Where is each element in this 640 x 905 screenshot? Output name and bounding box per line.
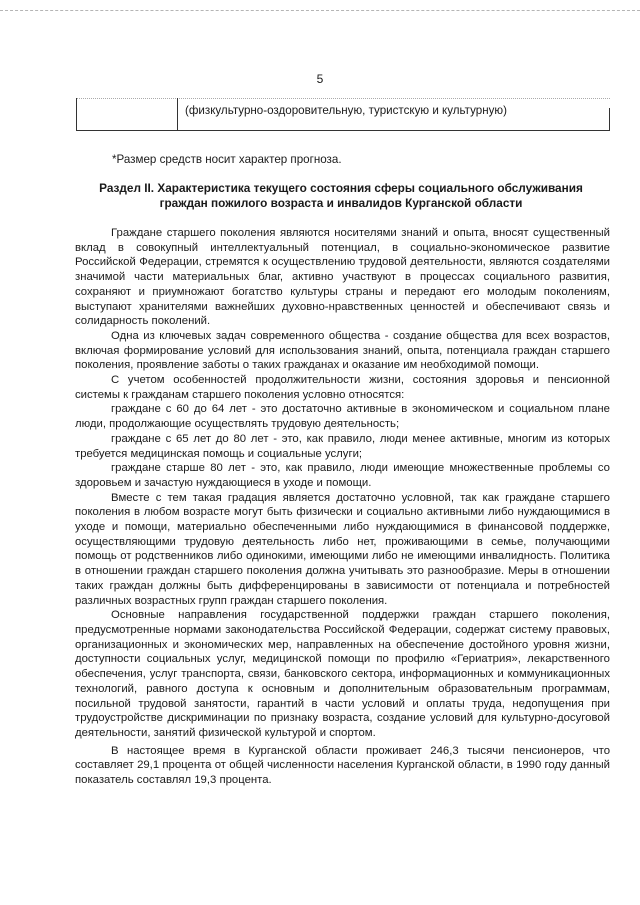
section-heading-line-2: граждан пожилого возраста и инвалидов Курганской области	[159, 196, 523, 210]
section-heading-line-1: Раздел II. Характеристика текущего состояния сферы социального обслуживания	[99, 181, 583, 195]
scan-top-edge	[0, 10, 640, 11]
paragraph-gradation: Вместе с тем такая градация является достаточно условной, так как граждане старшего поколения в любом возрасте могут быть физически и социально активными либо нуждающимися в уходе и помощи, материально обеспеченными либо нуждающимися в финансовой поддержке, осуществляющими трудовую деятельность либо нет, проживающими в семье, получающими помощь от родственников либо одинокими, имеющими либо не имеющими инвалидность. Политика в отношении граждан старшего поколения должна учитывать это разнообразие. Меры в отношении таких граждан должны быть дифференцированы в зависимости от потенциала и потребностей различных возрастных групп граждан старшего поколения.	[75, 491, 610, 607]
paragraph-age-group-60-64: граждане с 60 до 64 лет - это достаточно активные в экономическом и социальном плане люди, продолжающие осуществлять трудовую деятельность;	[75, 403, 610, 431]
paragraph-state-support: Основные направления государственной поддержки граждан старшего поколения, предусмотренные нормами законодательства Российской Федерации, содержат систему правовых, организационных и экономических мер, направленных на обеспечение достойного уровня жизни, доступности социальных услуг, медицинской помощи по профилю «Гериатрия», лекарственного обеспечения, услуг транспорта, связи, банковского сектора, информационных и коммуникационных технологий, равного доступа к основным и дополнительным образовательным программам, посильной трудовой занятости, гарантий в части условий и оплаты труда, недопущения при трудоустройстве дискриминации по признаку возраста, создание условий для культурно-досуговой деятельности, занятий физической культурой и спортом.	[75, 609, 610, 739]
paragraph-key-task: Одна из ключевых задач современного общества - создание общества для всех возрастов, включая формирование условий для использования знаний, опыта, потенциала граждан старшего поколения, проявление заботы о таких гражданах и оказание им необходимой помощи.	[75, 329, 610, 372]
paragraph-age-group-80-plus: граждане старше 80 лет - это, как правило, люди имеющие множественные проблемы со здоровьем и зачастую нуждающиеся в уходе и помощи.	[75, 462, 610, 489]
table-top-border	[77, 98, 610, 99]
section-heading	[70, 181, 612, 211]
table-cell-text: (физкультурно-оздоровительную, туристскую и культурную)	[185, 104, 507, 117]
page-number: 5	[316, 72, 324, 86]
table-column-separator	[177, 98, 178, 130]
body-text	[75, 226, 610, 788]
table-right-border	[609, 108, 610, 130]
paragraph-intro: Граждане старшего поколения являются носителями знаний и опыта, вносят существенный вклад в совокупный интеллектуальный потенциал, в социально-экономическое развитие Российской Федерации, стремятся к осуществлению трудовой деятельности, являются создателями значимой части материальных благ, активно участвуют в процессах социального развития, сохраняют и приумножают богатство культуры страны и передают его молодым поколениям, выступают хранителями важнейших духовно-нравственных ценностей и обеспечивают связь и солидарность поколений.	[75, 227, 610, 328]
table-fragment	[76, 98, 610, 131]
paragraph-age-groups-intro: С учетом особенностей продолжительности жизни, состояния здоровья и пенсионной системы к гражданам старшего поколения условно относятся:	[75, 374, 610, 401]
paragraph-age-group-65-80: граждане с 65 лет до 80 лет - это, как правило, люди менее активные, многим из которых требуется медицинская помощь и социальные услуги;	[75, 432, 610, 460]
paragraph-statistics: В настоящее время в Курганской области проживает 246,3 тысячи пенсионеров, что составляет 29,1 процента от общей численности населения Курганской области, в 1990 году данный показатель составлял 19,3 процента.	[75, 744, 610, 787]
footnote: *Размер средств носит характер прогноза.	[112, 153, 342, 166]
